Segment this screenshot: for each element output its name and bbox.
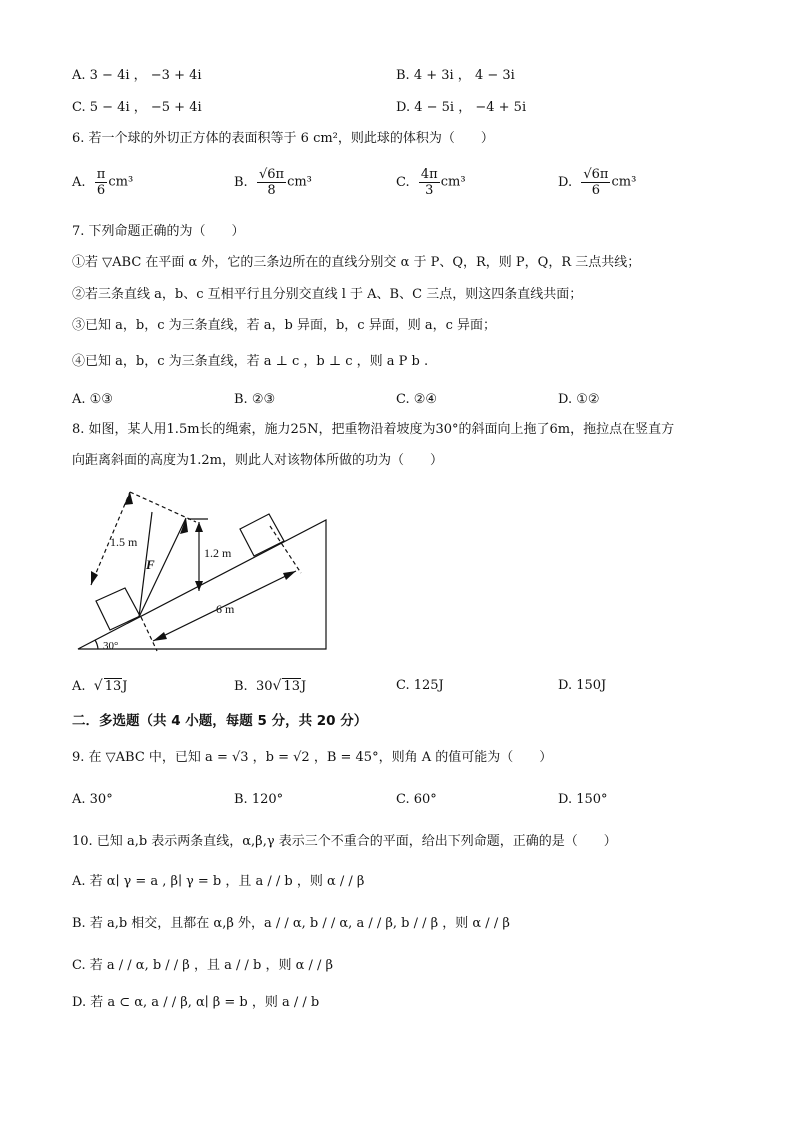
distance-label: 6 m — [216, 602, 235, 616]
q9-option-b: B. 120° — [234, 792, 284, 807]
q7-statement-3: ③已知 a，b，c 为三条直线，若 a，b 异面，b，c 异面，则 a，c 异面； — [72, 318, 496, 333]
q10-option-d: D. 若 a ⊂ α, a / / β, α∣ β = b ，则 a / / b — [72, 995, 320, 1010]
fraction — [581, 167, 610, 198]
option-label: D. — [558, 175, 573, 190]
q5-option-a: A. 3 − 4i ， −3 + 4i — [72, 68, 202, 83]
denominator: 6 — [591, 183, 601, 198]
q10-option-b: B. 若 a,b 相交，且都在 α,β 外，a / / α, b / / α, a / / β, b / / β ，则 α / / β — [72, 916, 510, 931]
q5-option-c: C. 5 − 4i ， −5 + 4i — [72, 100, 202, 115]
q9-option-c: C. 60° — [396, 792, 437, 807]
q10-option-a: A. 若 α∣ γ = a , β∣ γ = b ，且 a / / b ，则 α / / β — [72, 874, 365, 889]
q7-option-a: A. ①③ — [72, 392, 113, 407]
angle-label: 30° — [103, 640, 119, 652]
q8-option-c: C. 125J — [396, 678, 444, 693]
q6-option-d — [558, 167, 636, 198]
q6-option-c — [396, 167, 466, 198]
option-label: A. — [72, 175, 86, 190]
fraction — [419, 167, 440, 198]
option-label: B. — [234, 679, 248, 694]
section-heading: 二．多选题（共 4 小题，每题 5 分，共 20 分） — [72, 713, 368, 729]
q6-option-b — [234, 167, 312, 198]
q8-stem-line1: 8. 如图，某人用1.5m长的绳索，施力25N，把重物沿着坡度为30°的斜面向上拖了6m，拖拉点在竖直方 — [72, 422, 675, 437]
q5-option-b: B. 4 + 3i ， 4 − 3i — [396, 68, 515, 83]
dist-dim-left — [141, 617, 157, 651]
height-label: 1.2 m — [204, 546, 232, 560]
force-label: F — [146, 557, 155, 572]
rope-arrowhead-bottom — [91, 571, 98, 585]
unit: cm³ — [440, 174, 466, 190]
q7-statement-4: ④已知 a，b，c 为三条直线，若 a ⊥ c ，b ⊥ c ，则 a P b . — [72, 354, 429, 369]
rope-dim-top — [130, 492, 196, 522]
force-arrowhead — [180, 518, 188, 534]
q8-option-b — [234, 678, 306, 695]
lower-block — [96, 588, 140, 630]
q9-stem: 9. 在 ▽ABC 中，已知 a = √3 ，b = √2 ，B = 45°，则角 A 的值可能为（ ） — [72, 750, 553, 765]
denominator: 6 — [96, 183, 106, 198]
unit: cm³ — [287, 174, 312, 190]
rope-dim-left — [91, 492, 130, 585]
q7-statement-2: ②若三条直线 a，b、c 互相平行且分别交直线 l 于 A、B、C 三点，则这四条直线共面； — [72, 287, 583, 302]
numerator: √6π — [583, 167, 609, 182]
angle-arc — [95, 640, 98, 649]
coefficient: 30 — [255, 679, 273, 694]
dist-dim-right — [270, 526, 301, 573]
q9-option-d: D. 150° — [558, 792, 608, 807]
unit: J — [122, 679, 128, 694]
q7-option-d: D. ①② — [558, 392, 600, 407]
upper-block — [240, 514, 284, 556]
q7-stem: 7. 下列命题正确的为（ ） — [72, 224, 245, 239]
distance-arrowhead-left — [153, 632, 167, 641]
height-arrowhead-bottom — [195, 581, 203, 591]
radical-sign: √ — [272, 678, 282, 694]
unit: cm³ — [611, 174, 637, 190]
unit: J — [300, 679, 307, 694]
rope-length-label: 1.5 m — [110, 535, 138, 549]
q7-statement-1: ①若 ▽ABC 在平面 α 外，它的三条边所在的直线分别交 α 于 P、Q，R，则 P，Q，R 三点共线； — [72, 255, 641, 270]
rope-arrow — [139, 512, 152, 617]
option-label: C. — [396, 175, 410, 190]
numerator: √6π — [258, 167, 285, 182]
rope-arrowhead-top — [124, 492, 133, 505]
denominator: 8 — [267, 183, 276, 198]
distance-arrowhead-right — [283, 571, 296, 580]
q6-stem: 6. 若一个球的外切正方体的表面积等于 6 cm²，则此球的体积为（ ） — [72, 131, 494, 146]
q6-option-a — [72, 167, 133, 198]
force-arrow — [139, 518, 186, 617]
q8-option-a — [72, 678, 127, 695]
q8-stem-line2: 向距离斜面的高度为1.2m，则此人对该物体所做的功为（ ） — [72, 453, 444, 468]
radicand: 13 — [104, 679, 122, 694]
unit: cm³ — [108, 174, 134, 190]
radicand: 13 — [283, 679, 300, 694]
incline-triangle — [78, 520, 326, 649]
fraction — [95, 167, 108, 198]
option-label: A. — [72, 679, 86, 694]
numerator: 4π — [420, 167, 438, 182]
fraction — [257, 167, 286, 198]
numerator: π — [96, 167, 106, 182]
q9-option-a: A. 30° — [72, 792, 113, 807]
denominator: 3 — [425, 183, 434, 198]
q10-option-c: C. 若 a / / α, b / / β ，且 a / / b ，则 α / / β — [72, 958, 334, 973]
radical-sign: √ — [93, 678, 103, 694]
q7-option-c: C. ②④ — [396, 392, 438, 407]
q7-option-b: B. ②③ — [234, 392, 276, 407]
q8-option-d: D. 150J — [558, 678, 607, 693]
height-arrowhead-top — [195, 522, 203, 532]
q10-stem: 10. 已知 a,b 表示两条直线，α,β,γ 表示三个不重合的平面，给出下列命题，正确的是（ ） — [72, 834, 617, 849]
distance-arrow — [153, 571, 296, 641]
q5-option-d: D. 4 − 5i ， −4 + 5i — [396, 100, 527, 115]
option-label: B. — [234, 175, 248, 190]
